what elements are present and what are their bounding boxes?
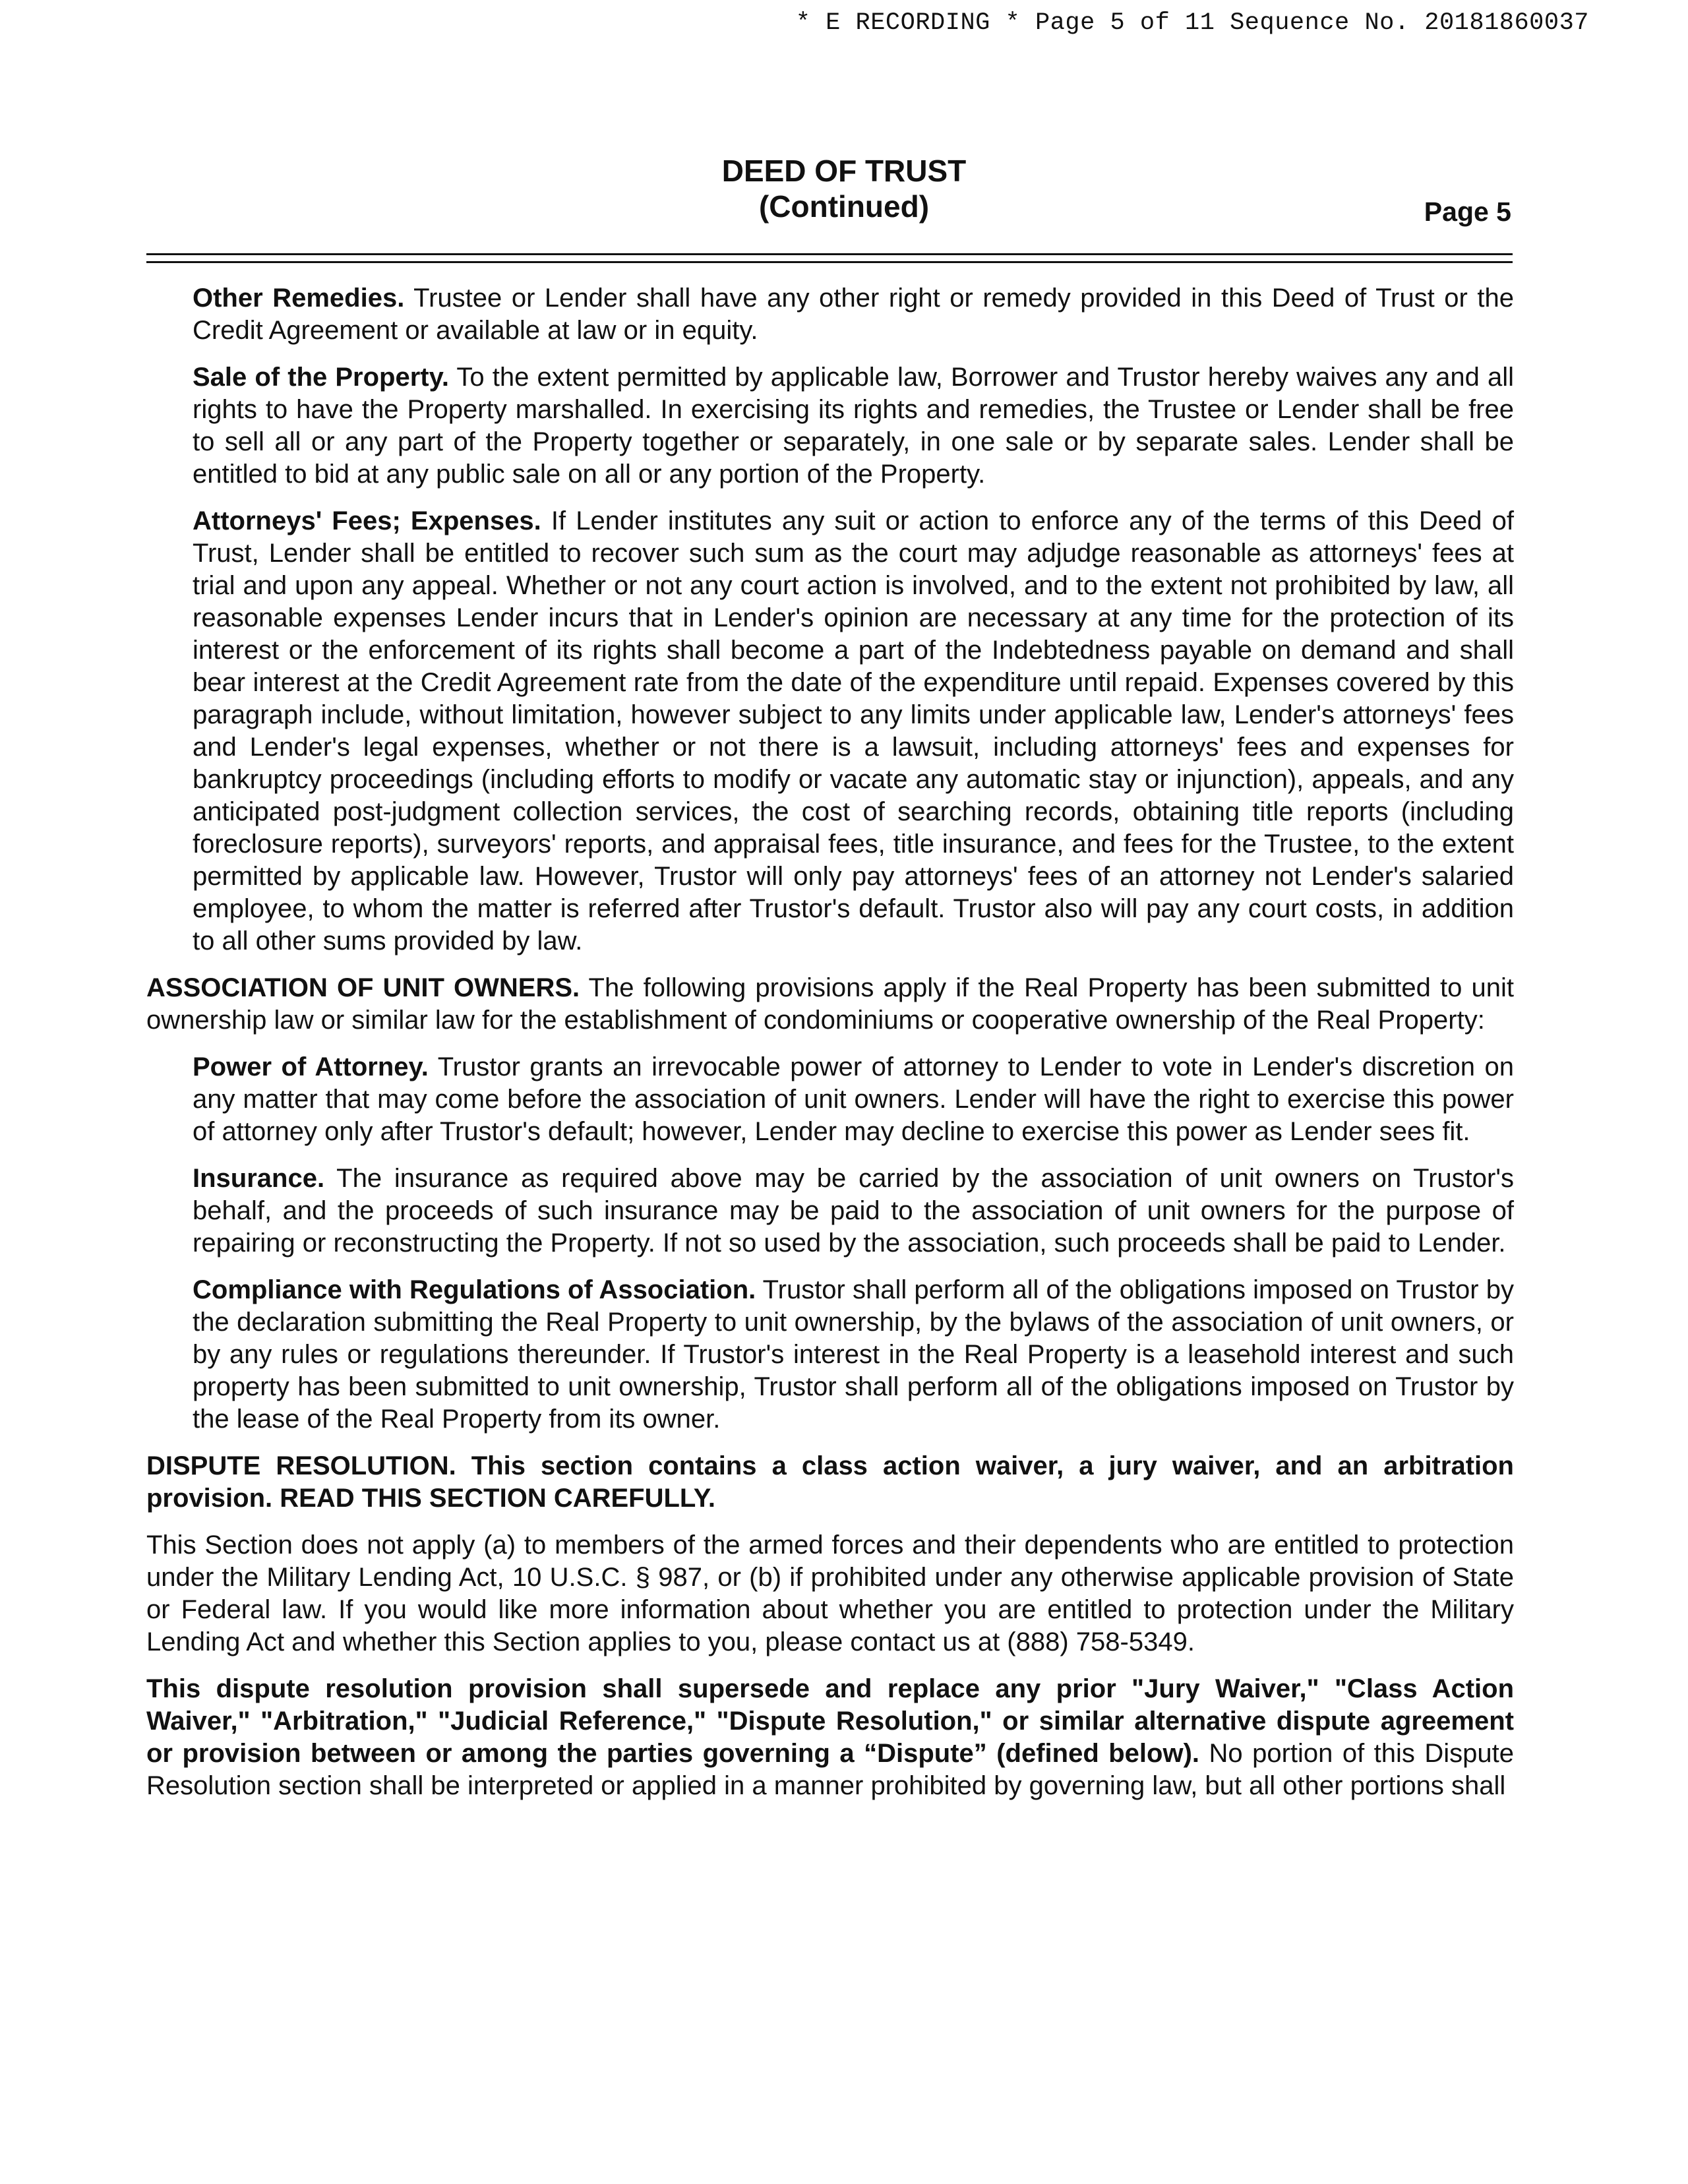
text-insurance: The insurance as required above may be carried by the association of unit owners on Trustor's behalf, and the proceeds of such insurance may be paid to the association of unit owners for the purpose of repairing or reconstructing the Property. If not so used by the association, such proceeds shall be paid to Lender. bbox=[193, 1164, 1514, 1258]
text-supersede: No portion of this Dispute Resolution section shall be interpreted or applied in a manner prohibited by governing law, but all other portions shall bbox=[146, 1739, 1514, 1800]
heading-association-of-unit-owners: ASSOCIATION OF UNIT OWNERS. bbox=[146, 973, 580, 1002]
document-title: DEED OF TRUST bbox=[721, 154, 967, 188]
text-attorneys-fees: If Lender institutes any suit or action to enforce any of the terms of this Deed of Trust, Lender shall be entitled to recover such sum as the court may adjudge reasonable as attorneys' fees at trial and upon any appeal. Whether or not any court action is involved, and to the extent not prohibited by law, all reasonable expenses Lender incurs that in Lender's opinion are necessary at any time for the protection of its interest or the enforcement of its rights shall become a part of the Indebtedness payable on demand and shall bear interest at the Credit Agreement rate from the date of the expenditure until repaid. Expenses covered by this paragraph include, without limitation, however subject to any limits under applicable law, Lender's attorneys' fees and Lender's legal expenses, whether or not there is a lawsuit, including attorneys' fees and expenses for bankruptcy proceedings (including efforts to modify or vacate any automatic stay or injunction), appeals, and any anticipated post-judgment collection services, the cost of searching records, obtaining title reports (including foreclosure reports), surveyors' reports, and appraisal fees, title insurance, and fees for the Trustee, to the extent permitted by applicable law. However, Trustor will only pay attorneys' fees of an attorney not Lender's salaried employee, to whom the matter is referred after Trustor's default. Trustor also will pay any court costs, in addition to all other sums provided by law. bbox=[193, 506, 1514, 956]
text-power-of-attorney: Trustor grants an irrevocable power of attorney to Lender to vote in Lender's discretion on any matter that may come before the association of unit owners. Lender will have the right to exercise this power of attorney only after Trustor's default; however, Lender may decline to exercise this power as Lender sees fit. bbox=[193, 1052, 1514, 1146]
text-association-of-unit-owners: The following provisions apply if the Real Property has been submitted to unit ownership law or similar law for the establishment of condominiums or cooperative ownership of the Real Property: bbox=[146, 973, 1514, 1035]
recording-stamp: * E RECORDING * Page 5 of 11 Sequence No. 20181860037 bbox=[795, 9, 1589, 37]
paragraph-dispute-resolution: DISPUTE RESOLUTION. This section contains a class action waiver, a jury waiver, and an arbitration provision. READ THIS SECTION CAREFULLY. bbox=[146, 1451, 1514, 1513]
heading-attorneys-fees: Attorneys' Fees; Expenses. bbox=[193, 506, 541, 535]
paragraph-sale-of-property bbox=[193, 361, 1514, 491]
header-divider-top bbox=[146, 253, 1513, 255]
bold-supersede: This dispute resolution provision shall supersede and replace any prior "Jury Waiver," "Class Action Waiver," "Arbitration," "Judicial Reference," "Dispute Resolution," or similar alternative dispute agreement or provision between or among the parties governing a “Dispute” (defined below). bbox=[146, 1674, 1514, 1768]
page-number: Page 5 bbox=[1424, 197, 1511, 227]
header-divider-bottom bbox=[146, 261, 1513, 263]
document-subtitle: (Continued) bbox=[758, 189, 930, 224]
paragraph-supersede bbox=[146, 1673, 1514, 1802]
paragraph-attorneys-fees bbox=[193, 505, 1514, 957]
text-sale-of-property: To the extent permitted by applicable law, Borrower and Trustor hereby waives any and all rights to have the Property marshalled. In exercising its rights and remedies, the Trustee or Lender shall be free to sell all or any part of the Property together or separately, in one sale or by separate sales. Lender shall be entitled to bid at any public sale on all or any portion of the Property. bbox=[193, 363, 1515, 489]
paragraph-military-lending: This Section does not apply (a) to members of the armed forces and their dependents who are entitled to protection under the Military Lending Act, 10 U.S.C. § 987, or (b) if prohibited under any otherwise applicable provision of State or Federal law. If you would like more information about whether you are entitled to protection under the Military Lending Act and whether this Section applies to you, please contact us at (888) 758-5349. bbox=[146, 1531, 1514, 1656]
paragraph-association-of-unit-owners bbox=[146, 972, 1514, 1037]
heading-sale-of-property: Sale of the Property. bbox=[193, 363, 449, 392]
heading-insurance: Insurance. bbox=[193, 1164, 325, 1193]
text-compliance: Trustor shall perform all of the obligations imposed on Trustor by the declaration submitting the Real Property to unit ownership, by the bylaws of the association of unit owners, or by any rules or regulations thereunder. If Trustor's interest in the Real Property is a leasehold interest and such property has been submitted to unit ownership, Trustor shall perform all of the obligations imposed on Trustor by the lease of the Real Property from its owner. bbox=[193, 1275, 1514, 1434]
paragraph-power-of-attorney bbox=[193, 1051, 1514, 1148]
document-body bbox=[146, 282, 1514, 1817]
heading-compliance: Compliance with Regulations of Association. bbox=[193, 1275, 756, 1304]
paragraph-other-remedies bbox=[193, 282, 1514, 347]
heading-power-of-attorney: Power of Attorney. bbox=[193, 1052, 429, 1081]
paragraph-compliance bbox=[193, 1274, 1514, 1436]
heading-other-remedies: Other Remedies. bbox=[193, 284, 405, 313]
text-other-remedies: Trustee or Lender shall have any other right or remedy provided in this Deed of Trust or the Credit Agreement or available at law or in equity. bbox=[193, 284, 1515, 345]
paragraph-insurance bbox=[193, 1163, 1514, 1259]
